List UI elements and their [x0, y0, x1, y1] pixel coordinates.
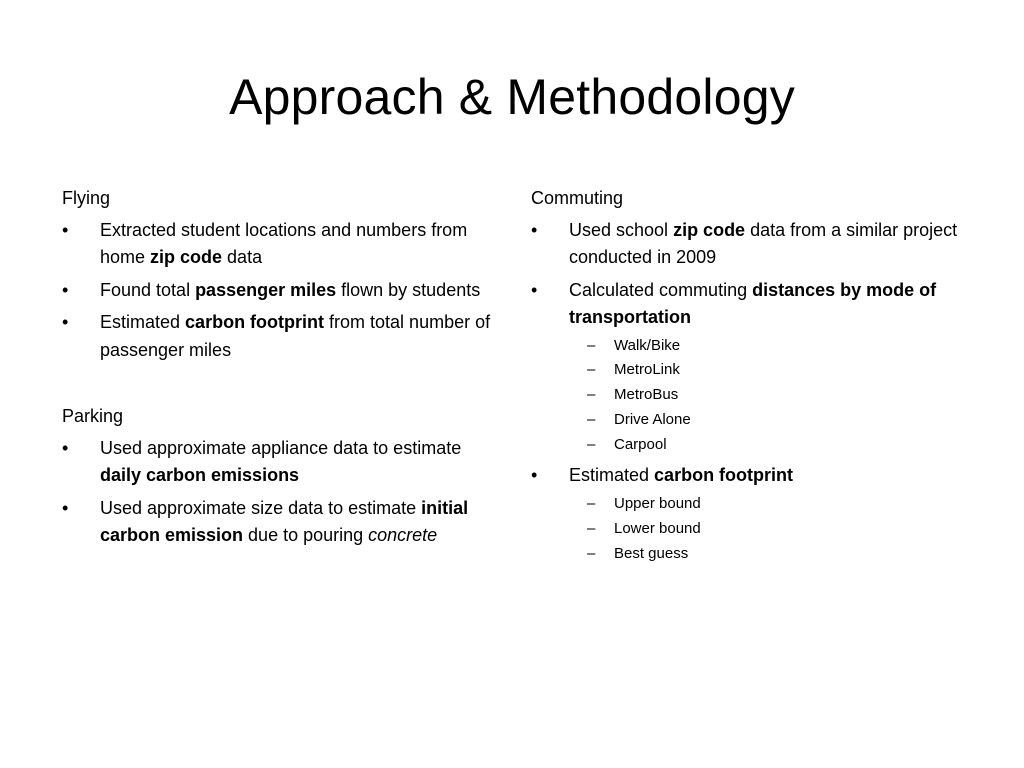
item-text: Used approximate appliance data to estimate — [100, 437, 462, 458]
item-bold-text: passenger miles — [195, 279, 337, 300]
dash-icon: – — [587, 519, 596, 537]
item-text: Used school — [569, 219, 674, 240]
commuting-bullets — [531, 217, 971, 567]
list-item — [62, 309, 492, 364]
sub-item-text: Carpool — [614, 435, 667, 453]
sub-item-text: Upper bound — [614, 494, 701, 512]
item-bold-text: zip code — [673, 219, 746, 240]
dash-icon: – — [587, 435, 596, 453]
dash-icon: – — [587, 361, 596, 379]
slide-title: Approach & Methodology — [229, 69, 795, 125]
dash-icon: – — [587, 544, 596, 562]
left-column — [62, 185, 492, 555]
dash-icon: – — [587, 410, 596, 428]
dash-icon: – — [587, 494, 596, 512]
sub-list-item — [569, 542, 971, 567]
item-text: Estimated — [100, 312, 186, 332]
commuting-heading: Commuting — [531, 188, 624, 208]
transport-modes-list — [569, 334, 971, 458]
right-column — [531, 185, 971, 571]
bullet-icon: • — [62, 219, 69, 240]
sub-list-item — [569, 408, 971, 433]
sub-item-text: Drive Alone — [614, 410, 691, 428]
item-text: Calculated commuting — [569, 279, 753, 300]
item-bold-text: daily carbon emissions — [100, 465, 300, 485]
item-text: data from a similar project conducted in 2009 — [569, 219, 958, 267]
item-text: Found total — [100, 279, 196, 300]
list-item — [531, 462, 971, 566]
item-bold-text: carbon footprint — [185, 312, 325, 332]
item-bold-text: zip code — [150, 247, 223, 267]
sub-item-text: MetroBus — [614, 386, 679, 404]
bullet-icon: • — [531, 219, 538, 240]
sub-list-item — [569, 334, 971, 359]
item-text: due to pouring — [243, 525, 369, 545]
list-item — [62, 277, 492, 305]
bounds-list — [569, 492, 971, 566]
bullet-icon: • — [62, 279, 69, 300]
item-text: Estimated — [569, 465, 655, 486]
sub-list-item — [569, 492, 971, 517]
sub-item-text: Best guess — [614, 544, 689, 562]
flying-bullets — [62, 217, 492, 365]
bullet-icon: • — [62, 312, 69, 332]
bullet-icon: • — [62, 497, 69, 518]
list-item — [62, 495, 492, 550]
dash-icon: – — [587, 386, 596, 404]
list-item — [62, 435, 492, 490]
sub-item-text: MetroLink — [614, 361, 680, 379]
item-text: Used approximate size data to estimate — [100, 497, 422, 518]
sub-list-item — [569, 517, 971, 542]
bullet-icon: • — [531, 279, 538, 300]
dash-icon: – — [587, 336, 596, 354]
section-spacer — [62, 369, 492, 403]
bullet-icon: • — [531, 465, 538, 486]
item-text: from total number of passenger miles — [100, 312, 491, 360]
parking-heading: Parking — [62, 406, 124, 426]
item-bold-text: initial carbon emission — [100, 497, 469, 545]
item-text: Extracted student locations and numbers from home — [100, 219, 468, 267]
list-item — [531, 217, 971, 272]
list-item — [62, 217, 492, 272]
parking-bullets — [62, 435, 492, 550]
item-italic-text: concrete — [368, 525, 438, 545]
item-text: data — [222, 247, 263, 267]
item-bold-text: distances by mode of transportation — [569, 279, 937, 327]
list-item — [531, 277, 971, 458]
sub-list-item — [569, 383, 971, 408]
bullet-icon: • — [62, 437, 69, 458]
sub-list-item — [569, 358, 971, 383]
sub-item-text: Lower bound — [614, 519, 701, 537]
sub-list-item — [569, 433, 971, 458]
sub-item-text: Walk/Bike — [614, 336, 681, 354]
item-bold-text: carbon footprint — [654, 465, 794, 486]
flying-heading: Flying — [62, 188, 111, 208]
item-text: flown by students — [336, 279, 481, 300]
